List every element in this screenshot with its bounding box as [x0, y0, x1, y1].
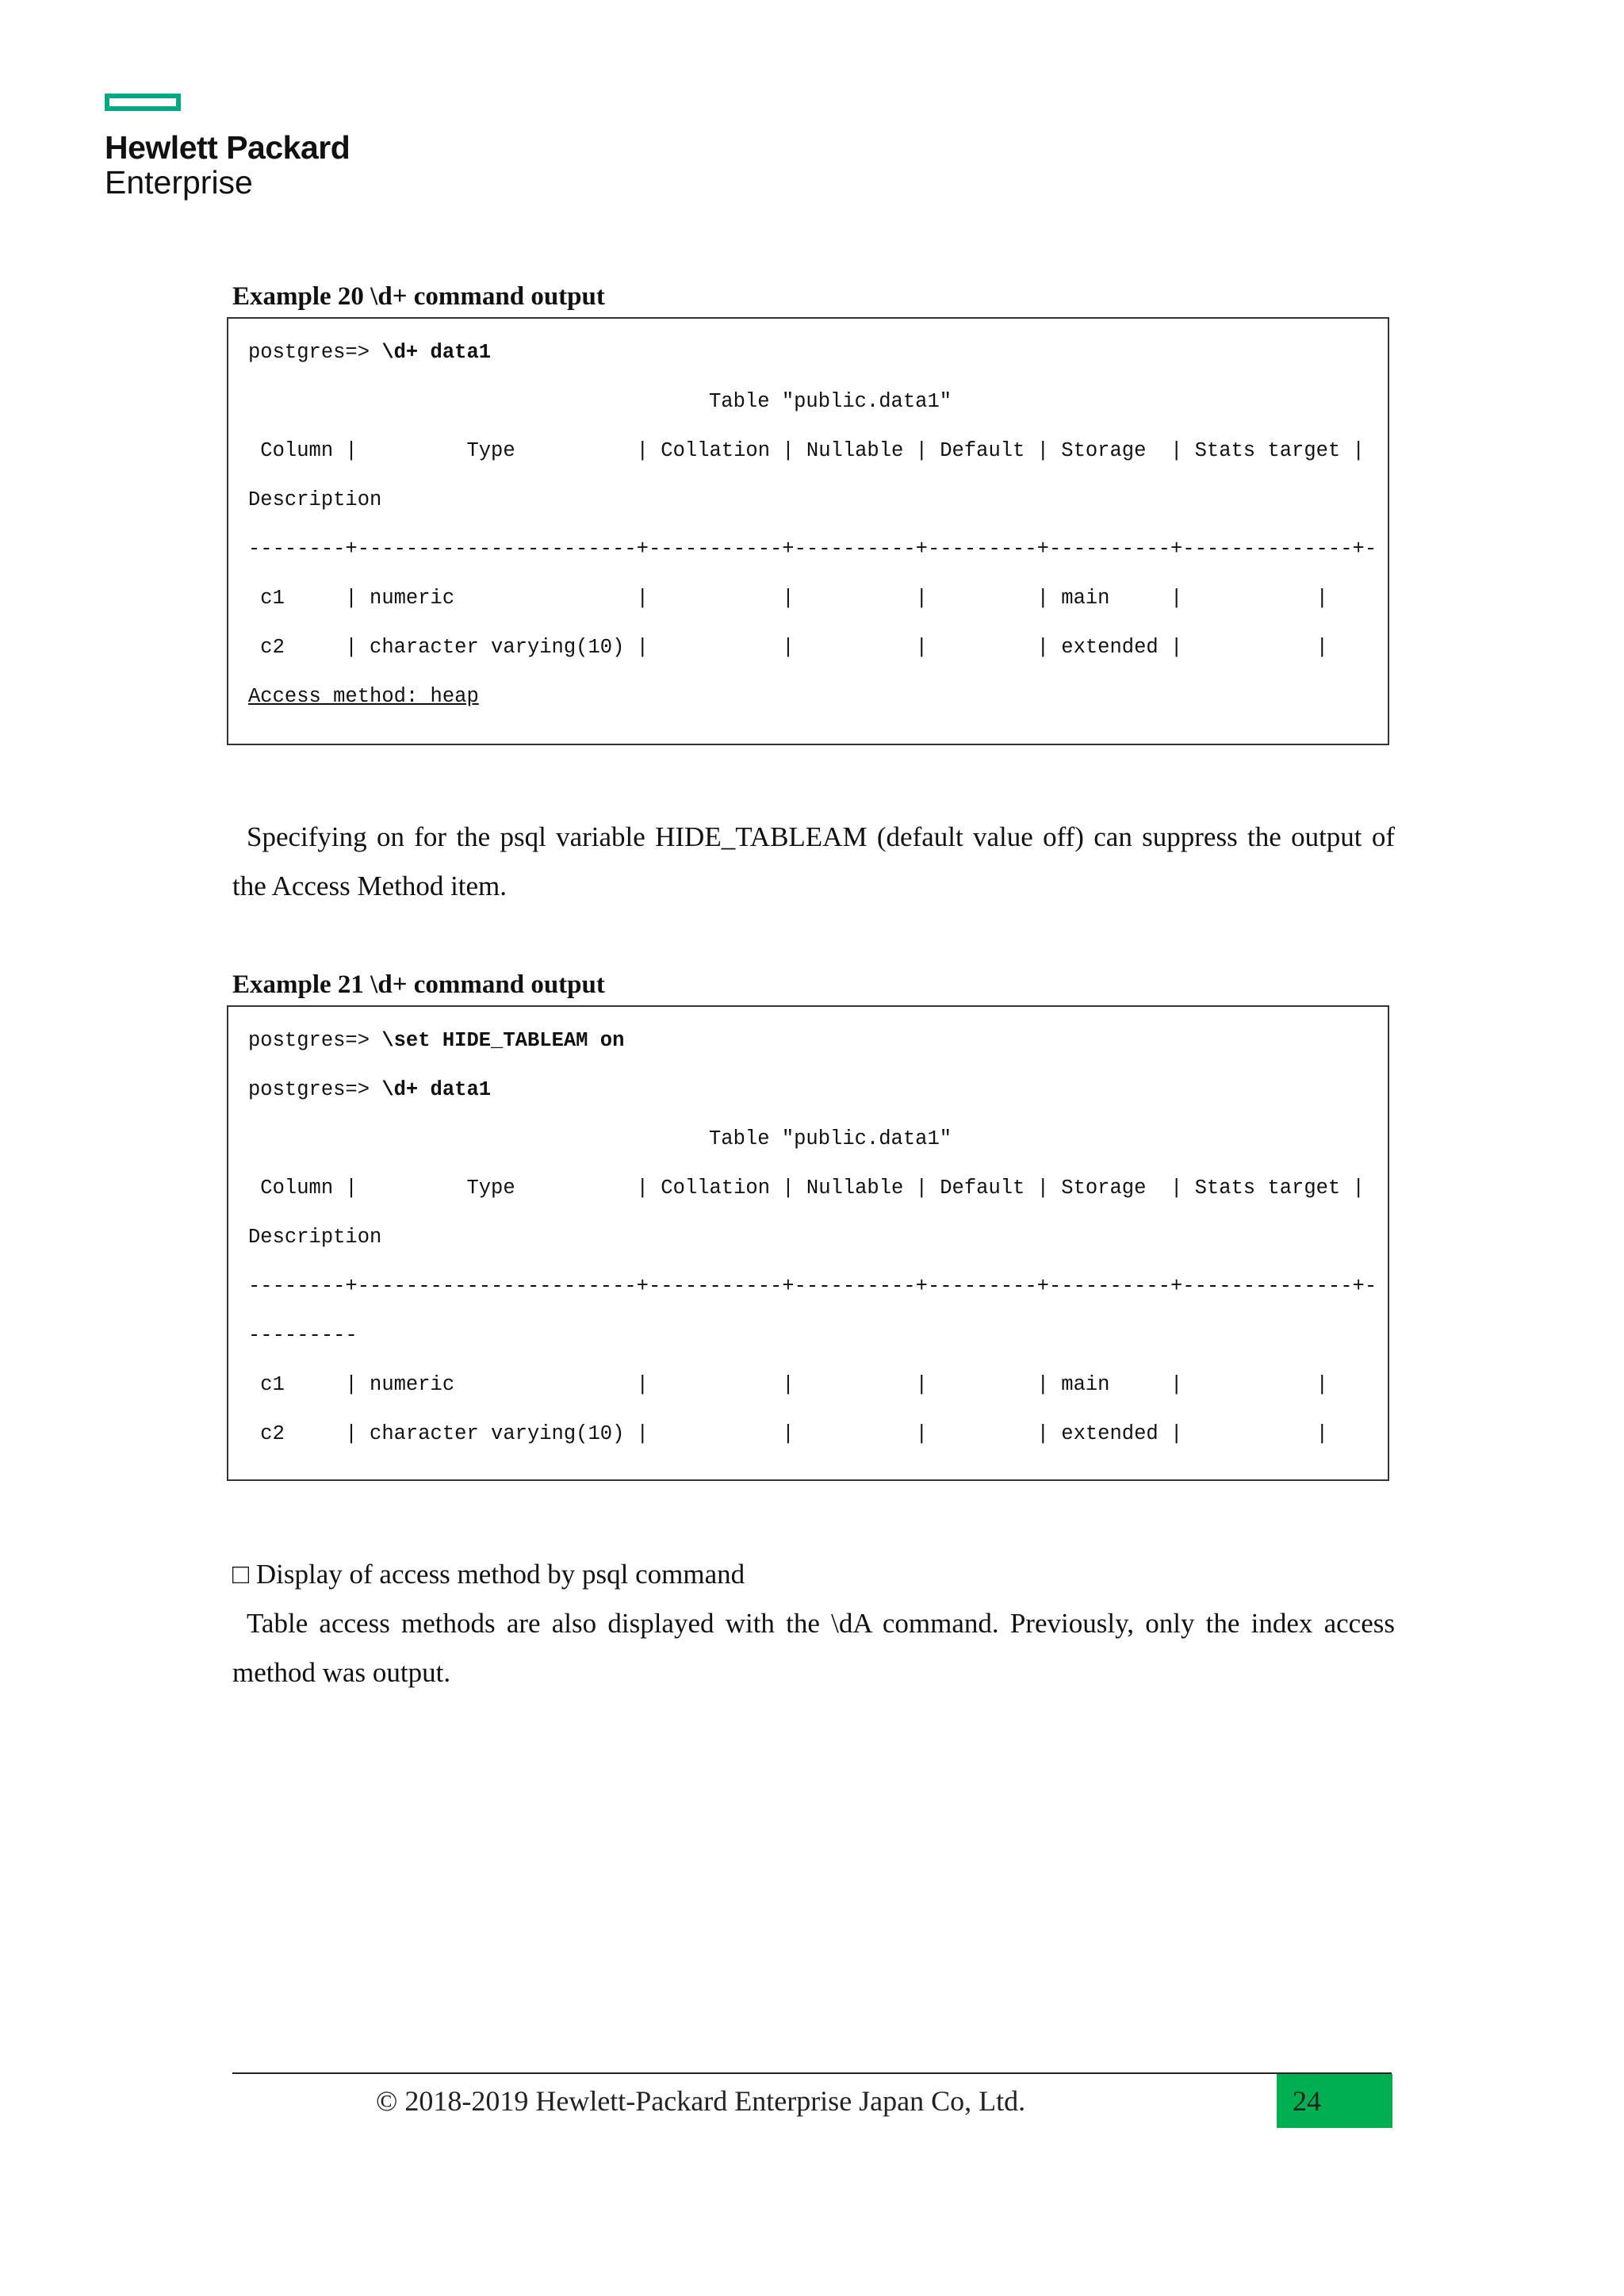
- example20-row-c2: c2 | character varying(10) | | | | extended | |: [248, 636, 1328, 659]
- example20-access-method: Access method: heap: [248, 685, 479, 708]
- logo-rectangle-icon: [105, 94, 181, 111]
- example21-header-cont: Description: [248, 1226, 382, 1249]
- example21-row-c2: c2 | character varying(10) | | | | extended | |: [248, 1422, 1328, 1445]
- example21-separator-cont: ---------: [248, 1324, 358, 1347]
- paragraph-hide-tableam: Specifying on for the psql variable HIDE_TABLEAM (default value off) can suppress the output of the Access Method item.: [232, 821, 1395, 901]
- example21-d-command-line: postgres=> \d+ data1: [248, 1078, 492, 1101]
- example21-set-command-line: postgres=> \set HIDE_TABLEAM on: [248, 1029, 625, 1052]
- example20-caption: Example 20 \d+ command output: [232, 282, 605, 311]
- example20-code-box: [227, 317, 1389, 745]
- hpe-logo: [105, 94, 350, 200]
- example21-table-title: Table "public.data1": [709, 1127, 952, 1150]
- page-number-box: [1277, 2074, 1392, 2128]
- example20-separator: --------+-----------------------+-----------+----------+---------+----------+--------------+-: [248, 538, 1377, 561]
- logo-wordmark-line2: Enterprise: [105, 164, 253, 201]
- example21-code-box: [227, 1005, 1389, 1481]
- example21-row-c1: c1 | numeric | | | | main | |: [248, 1373, 1328, 1396]
- example20-table-title: Table "public.data1": [709, 390, 952, 413]
- example21-separator: --------+-----------------------+-----------+----------+---------+----------+--------------+-: [248, 1275, 1377, 1298]
- logo-wordmark-line1: Hewlett Packard: [105, 129, 350, 166]
- paragraph-da-command: Table access methods are also displayed with the \dA command. Previously, only the index access method was output.: [232, 1608, 1395, 1688]
- example20-command-line: postgres=> \d+ data1: [248, 341, 492, 364]
- footer-rule: [232, 2072, 1392, 2074]
- example21-caption: Example 21 \d+ command output: [232, 970, 605, 999]
- example21-header: Column | Type | Collation | Nullable | Default | Storage | Stats target |: [248, 1177, 1365, 1200]
- footer-copyright: © 2018-2019 Hewlett-Packard Enterprise Japan Co, Ltd.: [376, 2085, 1026, 2117]
- section-heading: □ Display of access method by psql command: [232, 1559, 745, 1590]
- page-number: 24: [1293, 2085, 1321, 2117]
- example20-header: Column | Type | Collation | Nullable | Default | Storage | Stats target |: [248, 439, 1365, 462]
- example20-row-c1: c1 | numeric | | | | main | |: [248, 587, 1328, 610]
- example20-header-cont: Description: [248, 488, 382, 511]
